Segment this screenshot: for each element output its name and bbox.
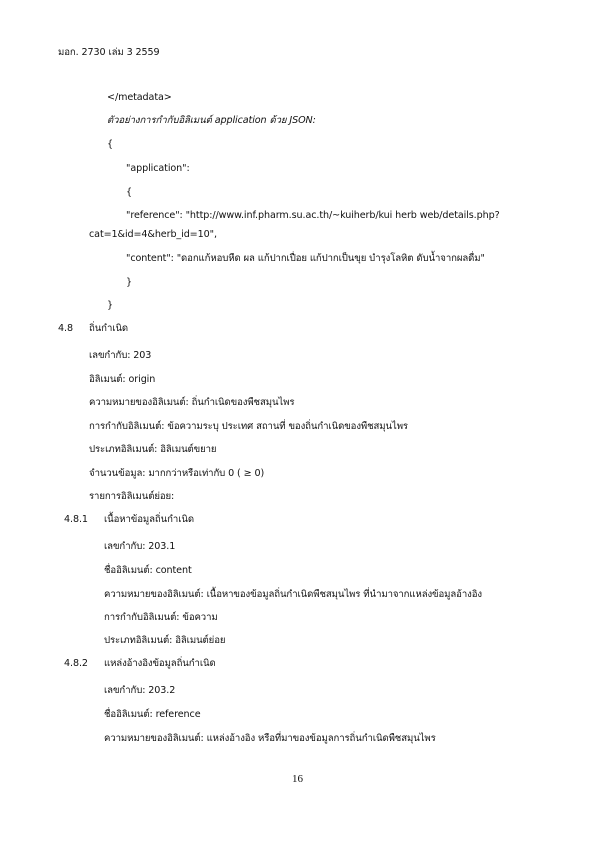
json-reference-line: "reference": "http://www.inf.pharm.su.ac.th/~kuiherb/kui herb web/details.php?	[126, 210, 500, 221]
json-open-brace: {	[107, 139, 114, 150]
json-inner-close-brace: }	[126, 277, 133, 288]
json-inner-open-brace: {	[126, 187, 133, 198]
section-title: ถิ่นกำเนิด	[89, 323, 129, 334]
subsection-number: 4.8.1	[64, 514, 88, 525]
standard-reference: มอก. 2730 เล่ม 3 2559	[58, 47, 160, 58]
section-rule-line: การกำกับอิลิเมนต์: ข้อความระบุ ประเทศ สถานที่ ของถิ่นกำเนิดของพืชสมุนไพร	[89, 421, 408, 432]
json-application-key: "application":	[126, 163, 190, 174]
section-count-line: จำนวนข้อมูล: มากกว่าหรือเท่ากับ 0 ( ≥ 0)	[89, 468, 265, 479]
json-reference-continuation: cat=1&id=4&herb_id=10",	[89, 229, 217, 240]
section-meaning-line: ความหมายของอิลิเมนต์: ถิ่นกำเนิดของพืชสมุนไพร	[89, 397, 295, 408]
section-type-line: ประเภทอิลิเมนต์: อิลิเมนต์ขยาย	[89, 444, 217, 455]
metadata-close-tag: </metadata>	[107, 92, 172, 103]
subsection-title: แหล่งอ้างอิงข้อมูลถิ่นกำเนิด	[104, 658, 216, 669]
subsection-name-line: ชื่ออิลิเมนต์: reference	[104, 709, 201, 720]
json-close-brace: }	[107, 300, 114, 311]
example-caption: ตัวอย่างการกำกับอิลิเมนต์ application ด้วย JSON:	[107, 115, 316, 126]
subsection-type-line: ประเภทอิลิเมนต์: อิลิเมนต์ย่อย	[104, 635, 226, 646]
subsection-meaning-line: ความหมายของอิลิเมนต์: เนื้อหาของข้อมูลถิ่นกำเนิดพืชสมุนไพร ที่นำมาจากแหล่งข้อมูลอ้างอิง	[104, 589, 482, 600]
subsection-title: เนื้อหาข้อมูลถิ่นกำเนิด	[104, 514, 194, 525]
subsection-number: 4.8.2	[64, 658, 88, 669]
subsection-name-line: ชื่ออิลิเมนต์: content	[104, 565, 192, 576]
section-number: 4.8	[58, 323, 73, 334]
subsection-id-line: เลขกำกับ: 203.2	[104, 685, 176, 696]
section-id-line: เลขกำกับ: 203	[89, 350, 152, 361]
section-subelements-label: รายการอิลิเมนต์ย่อย:	[89, 491, 175, 502]
page-number: 16	[292, 773, 303, 785]
json-content-line: "content": "ดอกแก้หอบหืด ผล แก้ปากเปื่อย แก้ปากเป็นขุย บำรุงโลหิต ดับน้ำจากผลดื่ม"	[126, 253, 485, 264]
subsection-id-line: เลขกำกับ: 203.1	[104, 541, 176, 552]
subsection-meaning-line: ความหมายของอิลิเมนต์: แหล่งอ้างอิง หรือที่มาของข้อมูลการถิ่นกำเนิดพืชสมุนไพร	[104, 733, 436, 744]
subsection-rule-line: การกำกับอิลิเมนต์: ข้อความ	[104, 612, 218, 623]
section-element-line: อิลิเมนต์: origin	[89, 374, 156, 385]
